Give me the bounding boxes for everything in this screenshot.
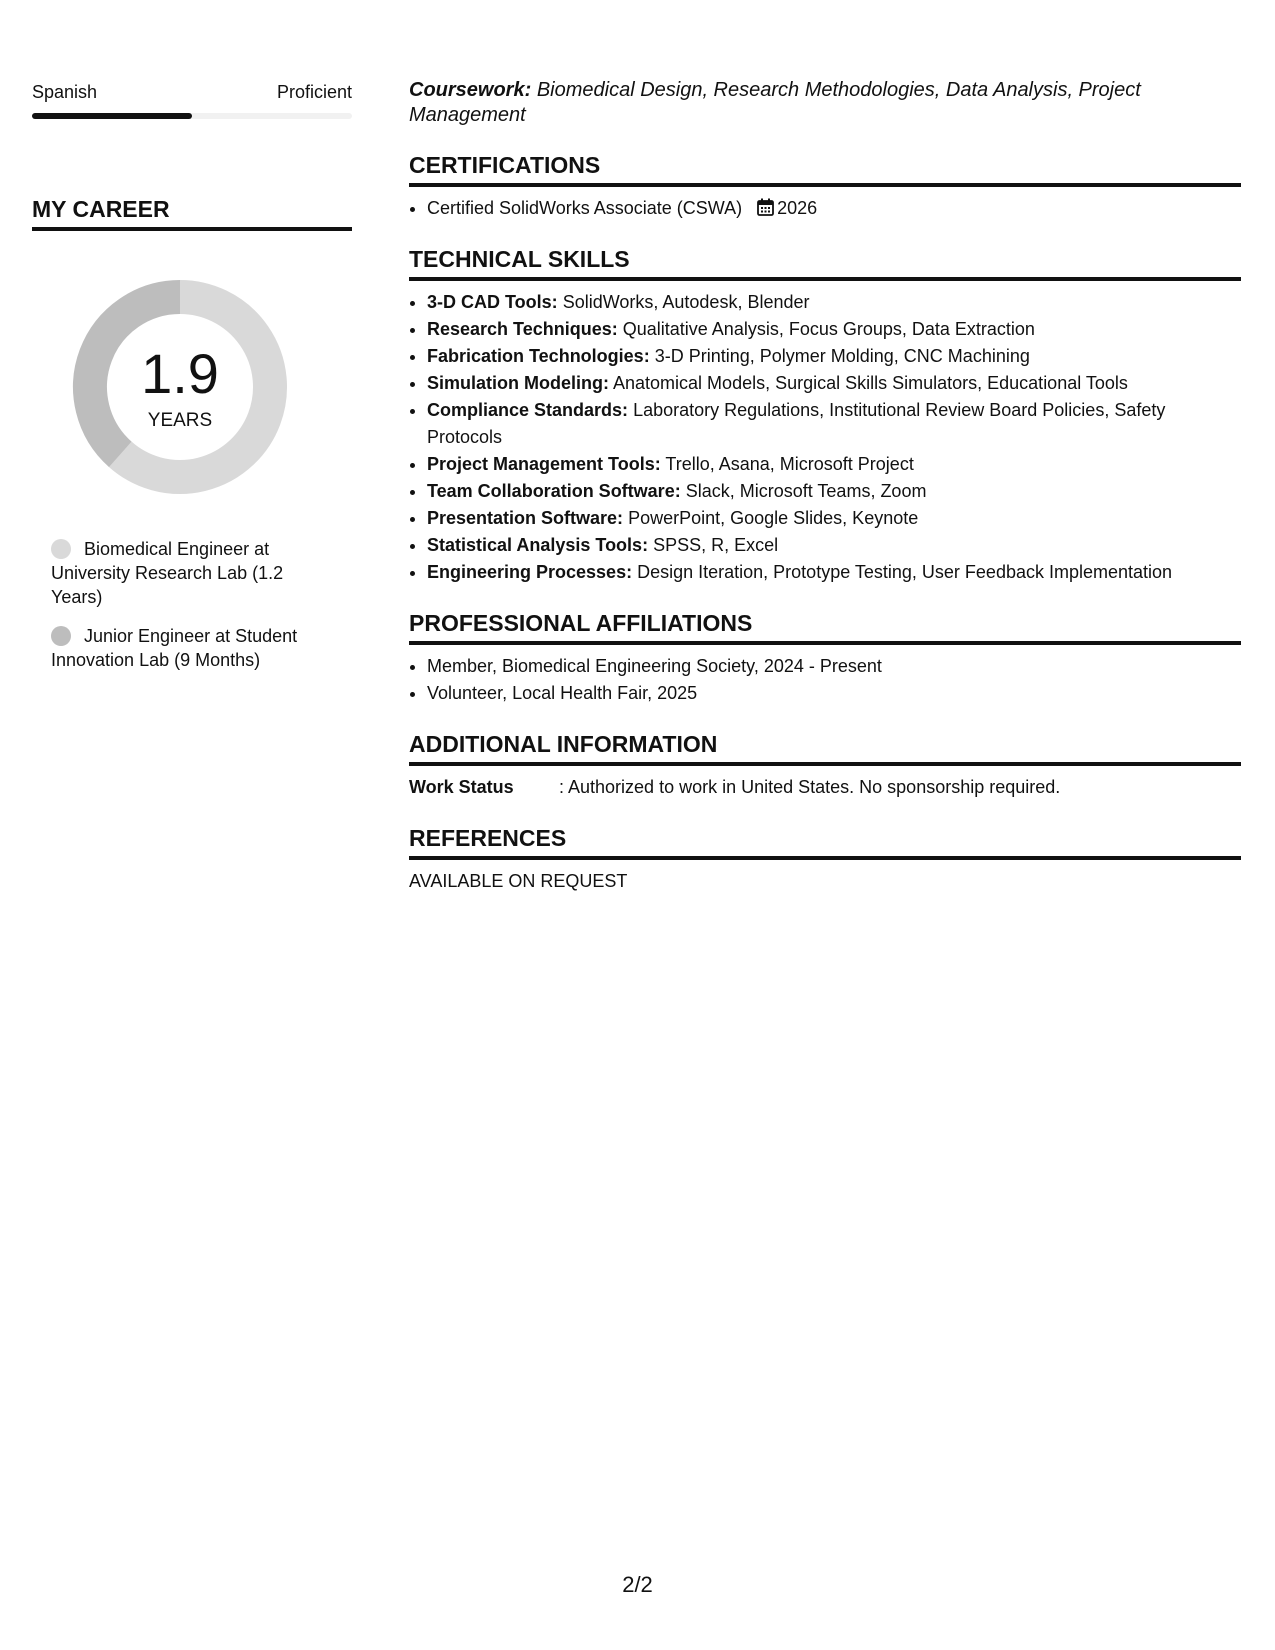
affiliations-list <box>409 653 1241 707</box>
certifications-heading: CERTIFICATIONS <box>409 152 1241 187</box>
page-number: 2/2 <box>622 1572 653 1597</box>
career-total-value: 1.9 <box>141 342 219 405</box>
affiliation-item: • Member, Biomedical Engineering Society, 2024 - Present <box>427 653 1241 680</box>
certification-item <box>427 195 1241 222</box>
work-status-label: Work Status <box>409 777 514 797</box>
work-status-value: : Authorized to work in United States. No sponsorship required. <box>559 777 1061 797</box>
references-section <box>409 825 1241 895</box>
skill-value: Laboratory Regulations, Institutional Review Board Policies, Safety Protocols <box>427 400 1166 447</box>
skill-label: Simulation Modeling: <box>427 373 609 393</box>
skill-label: 3-D CAD Tools: <box>427 292 558 312</box>
additional-info-heading: ADDITIONAL INFORMATION <box>409 731 1241 766</box>
skill-label: Research Techniques: <box>427 319 618 339</box>
skill-value: Trello, Asana, Microsoft Project <box>665 454 914 474</box>
skill-value: Slack, Microsoft Teams, Zoom <box>685 481 927 501</box>
skill-item <box>427 370 1241 397</box>
skill-value: Design Iteration, Prototype Testing, User Feedback Implementation <box>637 562 1173 582</box>
skills-section <box>409 246 1241 586</box>
certification-name: Certified SolidWorks Associate (CSWA) <box>427 198 743 218</box>
coursework <box>409 78 1241 128</box>
calendar-icon <box>757 198 774 216</box>
references-heading: REFERENCES <box>409 825 1241 860</box>
language-row <box>32 82 352 103</box>
certifications-section <box>409 152 1241 222</box>
career-total-unit: YEARS <box>147 410 213 431</box>
skill-value: Anatomical Models, Surgical Skills Simulators, Educational Tools <box>613 373 1128 393</box>
language-level-bar-fill <box>32 113 192 119</box>
career-heading: MY CAREER <box>32 196 352 231</box>
skills-heading: TECHNICAL SKILLS <box>409 246 1241 281</box>
coursework-label: Coursework: <box>409 79 532 101</box>
certification-year: 2026 <box>777 198 818 218</box>
skill-label: Team Collaboration Software: <box>427 481 681 501</box>
skill-label: Engineering Processes: <box>427 562 633 582</box>
skill-item <box>427 559 1241 586</box>
certifications-list <box>409 195 1241 222</box>
main-content <box>409 78 1241 895</box>
skill-item <box>427 532 1241 559</box>
language-name: Spanish <box>32 82 98 102</box>
career-legend-label: Junior Engineer at Student Innovation Lab (9 Months) <box>51 626 298 670</box>
skill-item <box>427 451 1241 478</box>
skill-item <box>427 505 1241 532</box>
skill-item <box>427 316 1241 343</box>
career-legend <box>51 537 311 687</box>
skill-item <box>427 397 1241 451</box>
affiliations-heading: PROFESSIONAL AFFILIATIONS <box>409 610 1241 645</box>
skill-label: Presentation Software: <box>427 508 624 528</box>
skill-label: Compliance Standards: <box>427 400 629 420</box>
skill-item <box>427 343 1241 370</box>
skill-item <box>427 289 1241 316</box>
legend-dot-icon <box>51 539 71 559</box>
skill-label: Fabrication Technologies: <box>427 346 650 366</box>
references-text: AVAILABLE ON REQUEST <box>409 871 628 891</box>
skill-value: Qualitative Analysis, Focus Groups, Data Extraction <box>622 319 1035 339</box>
work-status-row <box>409 774 1241 801</box>
skill-value: PowerPoint, Google Slides, Keynote <box>628 508 919 528</box>
language-level: Proficient <box>276 82 352 102</box>
skill-value: SPSS, R, Excel <box>653 535 779 555</box>
legend-dot-icon <box>51 626 71 646</box>
affiliation-item: • Volunteer, Local Health Fair, 2025 <box>427 680 1241 707</box>
skill-label: Project Management Tools: <box>427 454 661 474</box>
skills-list <box>409 289 1241 586</box>
career-legend-item <box>51 624 311 672</box>
career-legend-label: Biomedical Engineer at University Research Lab (1.2 Years) <box>51 539 284 607</box>
skill-value: 3-D Printing, Polymer Molding, CNC Machining <box>654 346 1030 366</box>
affiliations-section <box>409 610 1241 707</box>
language-level-bar <box>32 113 352 119</box>
skill-label: Statistical Analysis Tools: <box>427 535 649 555</box>
skill-value: SolidWorks, Autodesk, Blender <box>562 292 810 312</box>
coursework-text: Biomedical Design, Research Methodologies, Data Analysis, Project Management <box>409 79 1141 126</box>
career-donut-chart <box>67 274 293 500</box>
additional-info-section <box>409 731 1241 801</box>
skill-item <box>427 478 1241 505</box>
career-legend-item <box>51 537 311 609</box>
